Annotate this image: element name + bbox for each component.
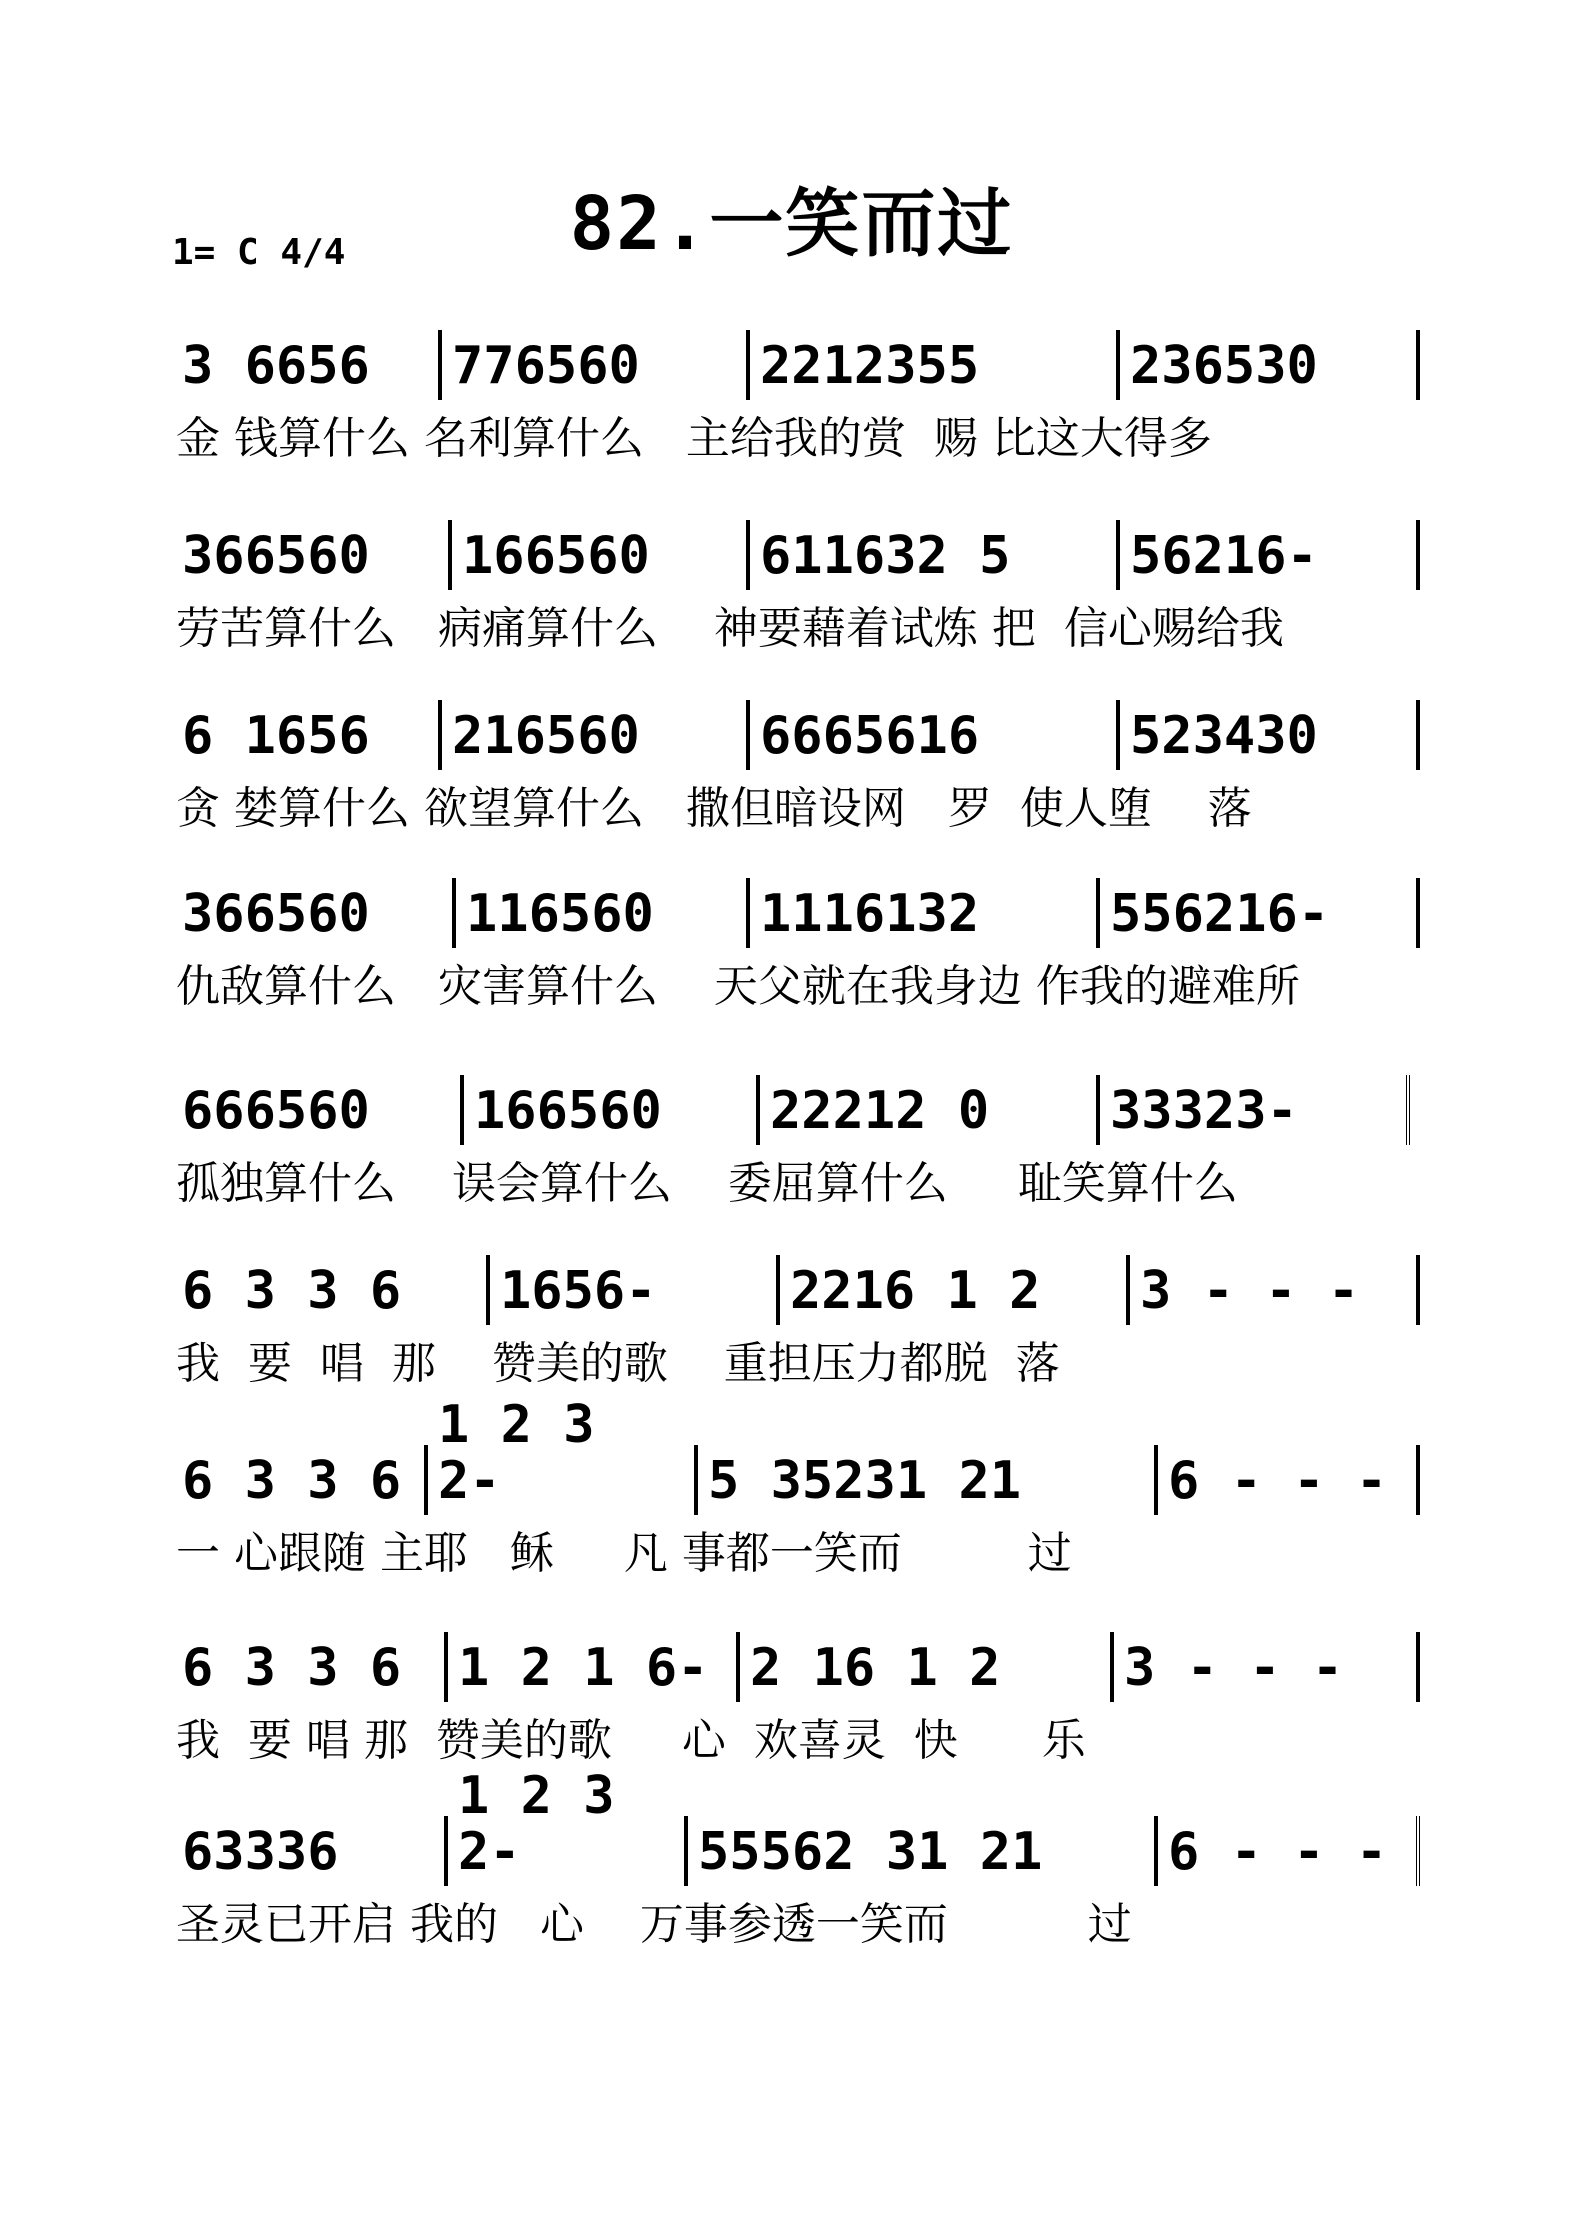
measure: 6 - - - xyxy=(1158,1445,1420,1515)
score-row xyxy=(176,330,1420,490)
measure: 6 1656 xyxy=(180,700,442,770)
measure: 6 3 3 6 xyxy=(180,1632,448,1702)
measure-repeat-start: 33323- xyxy=(1100,1075,1410,1145)
lyrics-line: 贪 婪算什么 欲望算什么 撒但暗设网 罗 使人堕 落 xyxy=(176,783,1252,834)
measure: 1116132 xyxy=(750,878,1100,948)
notation-line xyxy=(180,1255,1420,1325)
measure: 6 3 3 6 xyxy=(180,1445,428,1515)
measure: 216560 xyxy=(442,700,750,770)
notation-line xyxy=(180,330,1420,400)
lyrics-line: 劳苦算什么 病痛算什么 神要藉着试炼 把 信心赐给我 xyxy=(176,603,1284,654)
notation-line xyxy=(180,1632,1420,1702)
measure: 236530 xyxy=(1120,330,1420,400)
measure: 1656- xyxy=(490,1255,780,1325)
measure: 366560 xyxy=(180,520,452,590)
measure: 116560 xyxy=(456,878,750,948)
measure: 3 - - - xyxy=(1130,1255,1420,1325)
notation-line xyxy=(180,878,1420,948)
measure: 63336 xyxy=(180,1816,448,1886)
measure: 166560 xyxy=(452,520,750,590)
measure: 366560 xyxy=(180,878,456,948)
notation-line xyxy=(180,1395,1420,1515)
lyrics-line: 一 心跟随 主耶 稣 凡 事都一笑而 过 xyxy=(176,1528,1072,1579)
measure: 3 - - - xyxy=(1114,1632,1420,1702)
notation-line xyxy=(180,520,1420,590)
lyrics-line: 孤独算什么 误会算什么 委屈算什么 耻笑算什么 xyxy=(176,1158,1238,1209)
measure: 556216- xyxy=(1100,878,1420,948)
measure: 22212 0 xyxy=(760,1075,1100,1145)
measure-repeat-end: 6 - - - xyxy=(1158,1816,1420,1886)
measure: 2216 1 2 xyxy=(780,1255,1130,1325)
measure: 1 2 3 2- xyxy=(428,1445,698,1515)
measure: 523430 xyxy=(1120,700,1420,770)
score-row xyxy=(176,700,1420,860)
notation-line xyxy=(180,1075,1410,1145)
measure: 2 16 1 2 xyxy=(740,1632,1114,1702)
measure: 6 3 3 6 xyxy=(180,1255,490,1325)
notation-line xyxy=(180,700,1420,770)
key-signature: 1= C 4/4 xyxy=(172,232,346,273)
measure: 2212355 xyxy=(750,330,1120,400)
score-row xyxy=(176,1075,1420,1235)
measure: 6665616 xyxy=(750,700,1120,770)
measure: 1 2 3 2- xyxy=(448,1816,688,1886)
measure: 666560 xyxy=(180,1075,464,1145)
score-row xyxy=(176,1255,1420,1415)
measure: 611632 5 xyxy=(750,520,1120,590)
measure: 1 2 1 6- xyxy=(448,1632,740,1702)
score-row xyxy=(176,520,1420,680)
score-row xyxy=(176,1395,1420,1605)
measure: 166560 xyxy=(464,1075,760,1145)
song-title: 82.一笑而过 xyxy=(569,181,1014,267)
lyrics-line: 金 钱算什么 名利算什么 主给我的赏 赐 比这大得多 xyxy=(176,413,1212,464)
score-row xyxy=(176,878,1420,1038)
score-row xyxy=(176,1766,1420,1976)
lyrics-line: 我 要 唱 那 赞美的歌 心 欢喜灵 快 乐 xyxy=(176,1715,1086,1766)
score-row xyxy=(176,1632,1420,1792)
measure: 3 6656 xyxy=(180,330,442,400)
lyrics-line: 我 要 唱 那 赞美的歌 重担压力都脱 落 xyxy=(176,1338,1060,1389)
measure: 56216- xyxy=(1120,520,1420,590)
lyrics-line: 仇敌算什么 灾害算什么 天父就在我身边 作我的避难所 xyxy=(176,961,1300,1012)
measure: 55562 31 21 xyxy=(688,1816,1158,1886)
measure: 5 35231 21 xyxy=(698,1445,1158,1515)
notation-line xyxy=(180,1766,1420,1886)
lyrics-line: 圣灵已开启 我的 心 万事参透一笑而 过 xyxy=(176,1899,1132,1950)
measure: 776560 xyxy=(442,330,750,400)
